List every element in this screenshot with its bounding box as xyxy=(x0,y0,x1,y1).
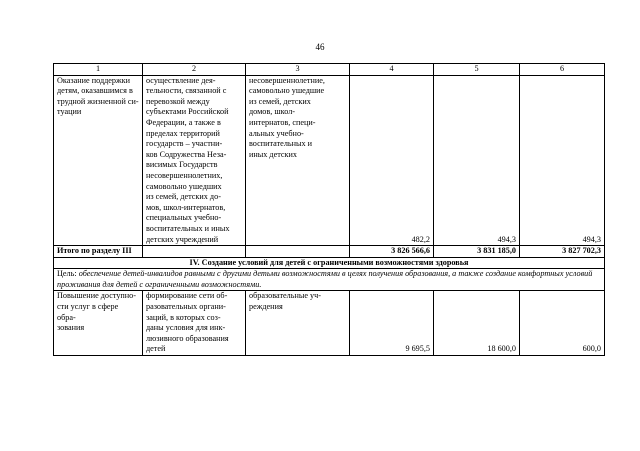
section-row xyxy=(54,257,605,269)
budget-table xyxy=(53,63,605,356)
header-col-5: 5 xyxy=(434,64,520,76)
value-col-4: 482,2 xyxy=(350,75,434,246)
table-row xyxy=(54,75,605,246)
table-row xyxy=(54,291,605,356)
header-col-1: 1 xyxy=(54,64,143,76)
total-col-6: 3 827 702,3 xyxy=(520,246,605,258)
recipients-cell: образовательные уч- реждения xyxy=(246,291,350,356)
goal-label: Цель: xyxy=(57,269,77,279)
total-row xyxy=(54,246,605,258)
total-label: Итого по разделу III xyxy=(54,246,143,258)
total-col-4: 3 826 566,6 xyxy=(350,246,434,258)
goal-cell xyxy=(54,269,605,291)
page-number: 46 xyxy=(315,42,325,52)
header-row xyxy=(54,64,605,76)
task-cell: Оказание поддержки детям, оказавшимся в трудной жизненной си- туации xyxy=(54,75,143,246)
section-title: IV. Создание условий для детей с ограниченными возможностями здоровья xyxy=(54,257,605,269)
recipients-cell: несовершеннолетние, самовольно ушедшие из семей, детских домов, школ- интернатов, специ- альных учебно- воспитательных и иных детских xyxy=(246,75,350,246)
goal-row xyxy=(54,269,605,291)
total-col-5: 3 831 185,0 xyxy=(434,246,520,258)
header-col-2: 2 xyxy=(143,64,246,76)
activity-cell: осуществление дея- тельности, связанной с перевозкой между субъектами Российской Федерации, а также в пределах территорий государств – участни- ков Содружества Неза- висимых Государств несовершеннолетних, самовольно ушедших из семей, детских до- мов, школ-интернатов, специальных учебно- воспитательных и иных детских учреждений xyxy=(143,75,246,246)
goal-text: обеспечение детей-инвалидов равными с другими детьми возможностями в целях получения образования, а также создание комфортных условий проживания для детей с ограниченными возможностями. xyxy=(57,269,593,289)
activity-cell: формирование сети об- разовательных органи- заций, в которых соз- даны условия для инк- люзивного образования детей xyxy=(143,291,246,356)
header-col-6: 6 xyxy=(520,64,605,76)
value-col-4: 9 695,5 xyxy=(350,291,434,356)
value-col-5: 18 600,0 xyxy=(434,291,520,356)
value-col-6: 494,3 xyxy=(520,75,605,246)
header-col-3: 3 xyxy=(246,64,350,76)
task-cell: Повышение доступно- сти услуг в сфере обра- зования xyxy=(54,291,143,356)
value-col-5: 494,3 xyxy=(434,75,520,246)
header-col-4: 4 xyxy=(350,64,434,76)
value-col-6: 600,0 xyxy=(520,291,605,356)
